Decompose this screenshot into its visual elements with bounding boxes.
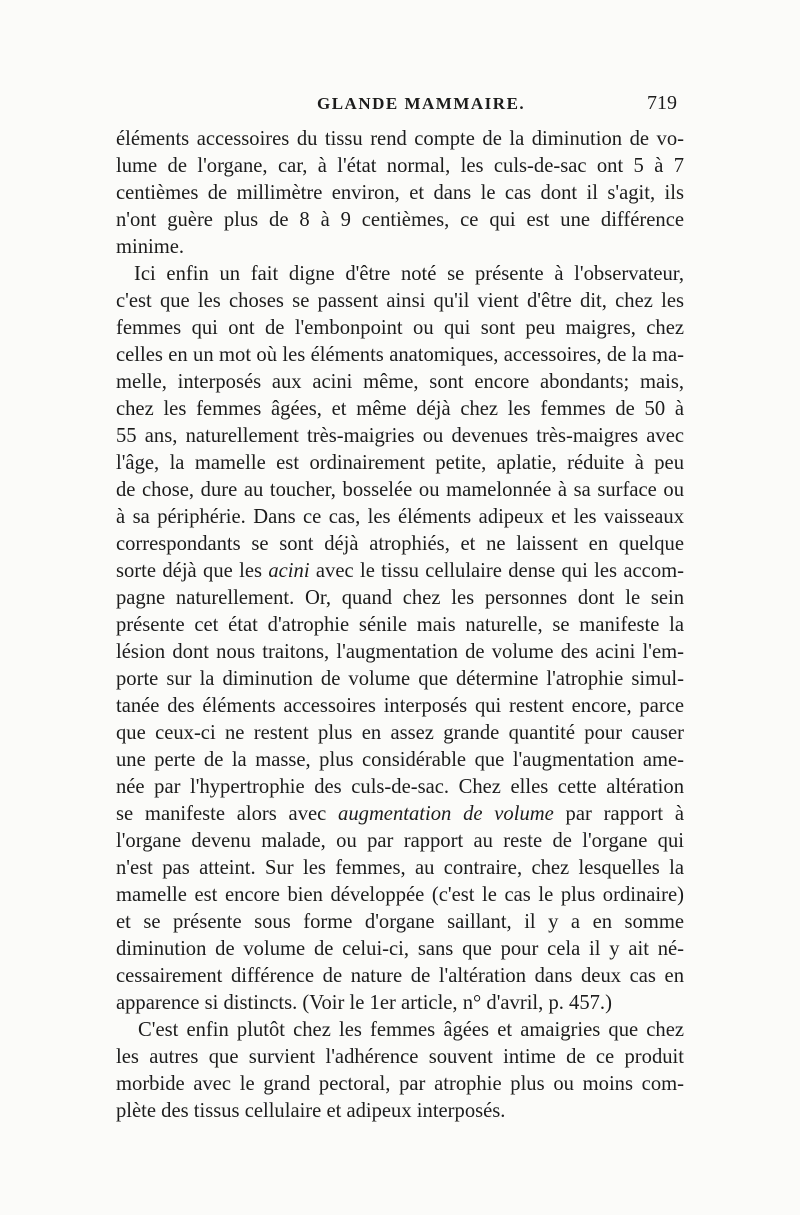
running-title: GLANDE MAMMAIRE. — [317, 94, 526, 113]
page-number: 719 — [647, 92, 677, 114]
text-line: à sa périphérie. Dans ce cas, les éléments adipeux et les vaisseaux — [116, 506, 684, 528]
text-segment: par rapport à — [553, 803, 684, 825]
text-line-with-italic — [116, 558, 684, 585]
text-line: lume de l'organe, car, à l'état normal, les culs-de-sac ont 5 à 7 — [116, 155, 684, 177]
text-line: celles en un mot où les éléments anatomiques, accessoires, de la ma- — [116, 344, 684, 366]
text-line: éléments accessoires du tissu rend compte de la diminution de vo- — [116, 128, 684, 150]
paragraph-start-line: Ici enfin un fait digne d'être noté se présente à l'observateur, — [134, 263, 684, 285]
text-line: minime. — [116, 236, 185, 258]
text-line: cessairement différence de nature de l'altération dans deux cas en — [116, 965, 684, 987]
text-line: diminution de volume de celui-ci, sans que pour cela il y ait né- — [116, 938, 684, 960]
text-line: morbide avec le grand pectoral, par atrophie plus ou moins com- — [116, 1073, 684, 1095]
text-line: que ceux-ci ne restent plus en assez grande quantité pour causer — [116, 722, 684, 744]
text-line: née par l'hypertrophie des culs-de-sac. Chez elles cette altération — [116, 776, 684, 798]
text-line: présente cet état d'atrophie sénile mais naturelle, se manifeste la — [116, 614, 684, 636]
text-line: lésion dont nous traitons, l'augmentation de volume des acini l'em- — [116, 641, 684, 663]
page-header — [0, 92, 800, 118]
text-line: n'ont guère plus de 8 à 9 centièmes, ce qui est une différence — [116, 209, 684, 231]
text-line: l'organe devenu malade, ou par rapport au reste de l'organe qui — [116, 830, 684, 852]
text-line: de chose, dure au toucher, bosselée ou mamelonnée à sa surface ou — [116, 479, 684, 501]
text-line: c'est que les choses se passent ainsi qu'il vient d'être dit, chez les — [116, 290, 684, 312]
text-line: mamelle est encore bien développée (c'est le cas le plus ordinaire) — [116, 884, 684, 906]
paragraph-start-line: C'est enfin plutôt chez les femmes âgées et amaigries que chez — [138, 1019, 684, 1041]
text-segment: sorte déjà que les — [116, 560, 269, 582]
body-text — [116, 126, 684, 1125]
text-line: melle, interposés aux acini même, sont encore abondants; mais, — [116, 371, 684, 393]
text-line: femmes qui ont de l'embonpoint ou qui sont peu maigres, chez — [116, 317, 684, 339]
text-line: tanée des éléments accessoires interposés qui restent encore, parce — [116, 695, 684, 717]
text-line: et se présente sous forme d'organe saillant, il y a en somme — [116, 911, 684, 933]
text-line: 55 ans, naturellement très-maigries ou devenues très-maigres avec — [116, 425, 684, 447]
italic-term: acini — [268, 560, 310, 582]
italic-term: augmentation de volume — [338, 803, 554, 825]
text-line: une perte de la masse, plus considérable que l'augmentation ame- — [116, 749, 684, 771]
text-line: les autres que survient l'adhérence souvent intime de ce produit — [116, 1046, 684, 1068]
text-line: pagne naturellement. Or, quand chez les personnes dont le sein — [116, 587, 684, 609]
text-line: l'âge, la mamelle est ordinairement petite, aplatie, réduite à peu — [116, 452, 684, 474]
text-line: chez les femmes âgées, et même déjà chez les femmes de 50 à — [116, 398, 684, 420]
text-line: porte sur la diminution de volume que détermine l'atrophie simul- — [116, 668, 684, 690]
text-line: correspondants se sont déjà atrophiés, et ne laissent en quelque — [116, 533, 684, 555]
text-line: n'est pas atteint. Sur les femmes, au contraire, chez lesquelles la — [116, 857, 684, 879]
text-line: apparence si distincts. (Voir le 1er article, n° d'avril, p. 457.) — [116, 992, 612, 1014]
text-line: plète des tissus cellulaire et adipeux interposés. — [116, 1100, 506, 1122]
text-line-with-italic — [116, 801, 684, 828]
text-line: centièmes de millimètre environ, et dans le cas dont il s'agit, ils — [116, 182, 684, 204]
text-segment: avec le tissu cellulaire dense qui les accom- — [309, 560, 684, 582]
text-segment: se manifeste alors avec — [116, 803, 339, 825]
